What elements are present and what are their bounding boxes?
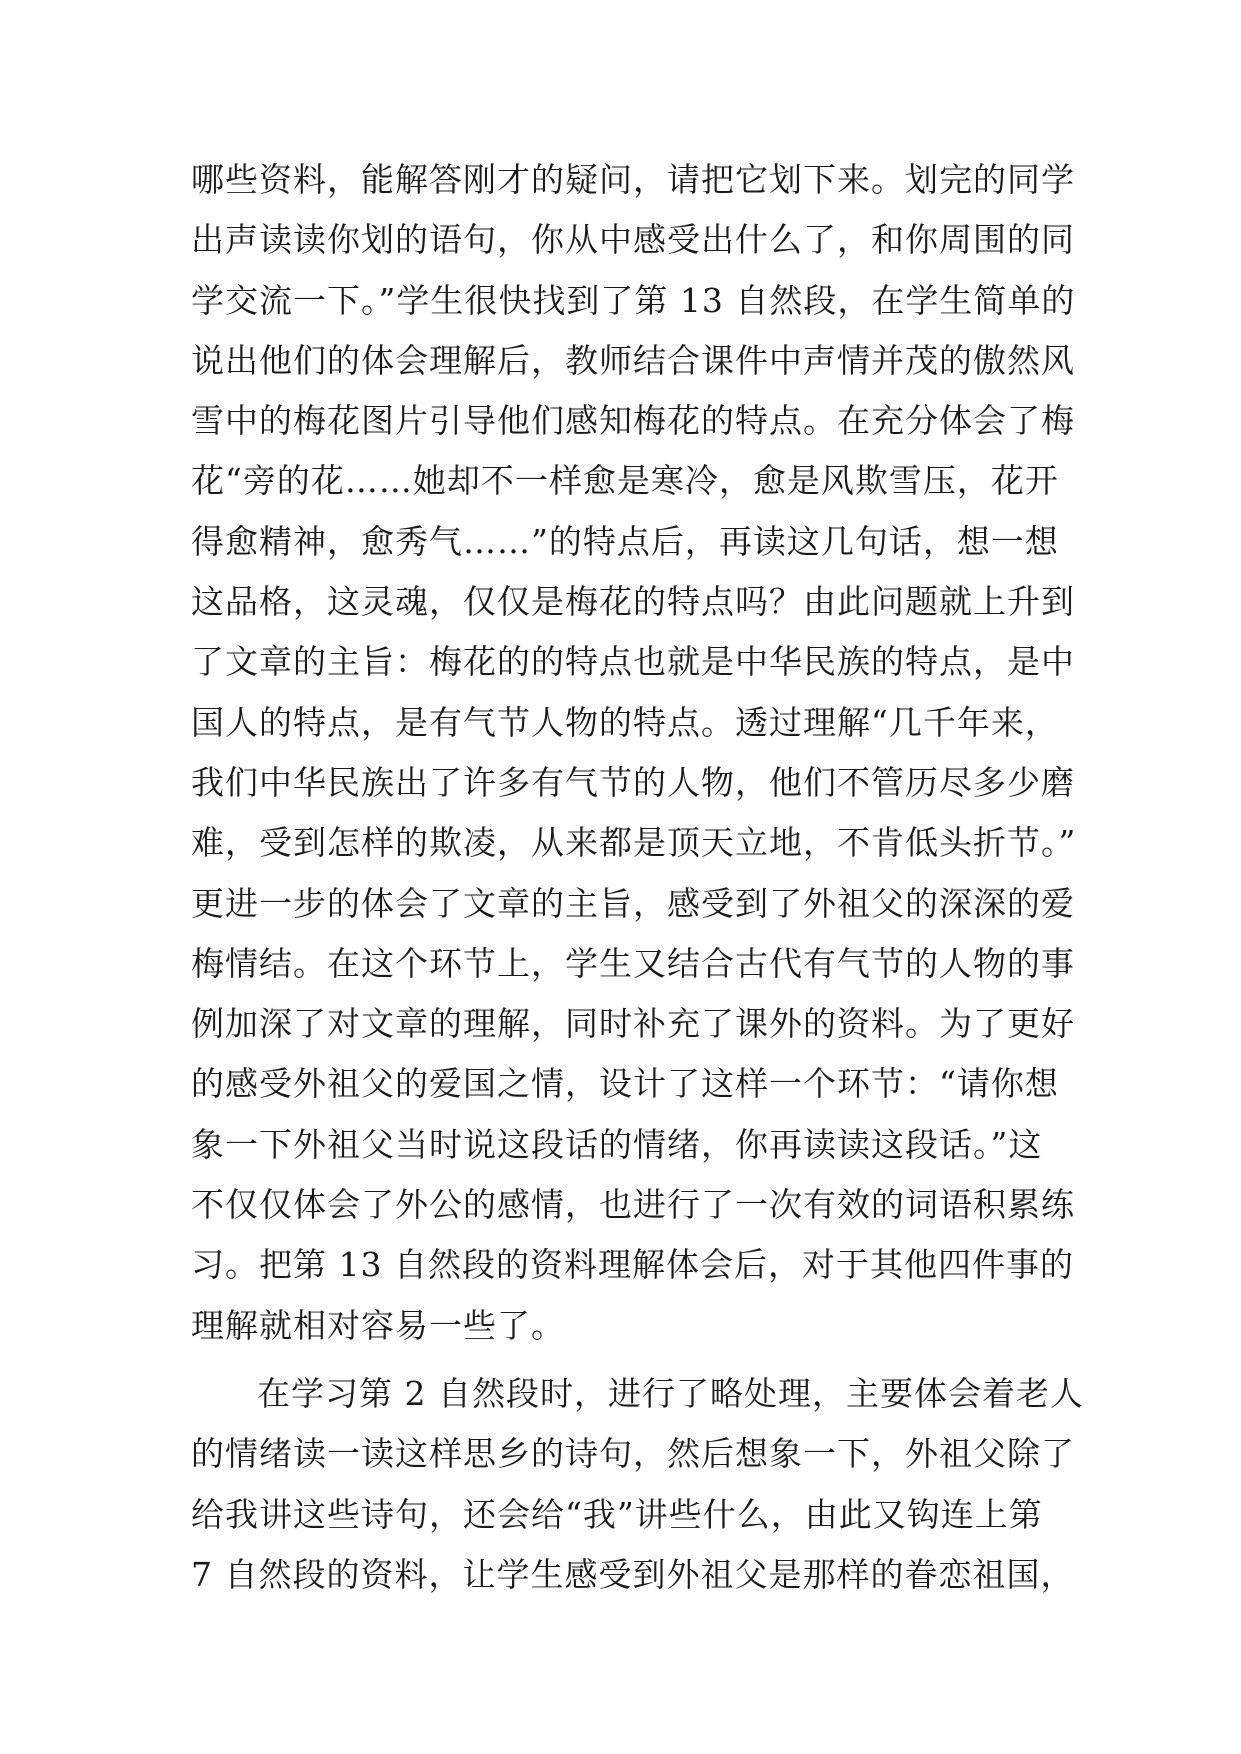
text-line: 这品格，这灵魂，仅仅是梅花的特点吗？由此问题就上升到 [191, 582, 1075, 622]
body-text [191, 150, 1084, 1605]
text-line: 难，受到怎样的欺凌，从来都是顶天立地，不肯低头折节。” [191, 823, 1077, 863]
text-line: 我们中华民族出了许多有气节的人物，他们不管历尽多少磨 [191, 762, 1075, 802]
text-line: 的感受外祖父的爱国之情，设计了这样一个环节：“请你想 [191, 1064, 1059, 1104]
text-line: 说出他们的体会理解后，教师结合课件中声情并茂的傲然风 [191, 340, 1075, 380]
text-line: 习。把第 13 自然段的资料理解体会后，对于其他四件事的 [191, 1245, 1074, 1285]
text-line: 更进一步的体会了文章的主旨，感受到了外祖父的深深的爱 [191, 883, 1075, 923]
text-line: 花“旁的花……她却不一样愈是寒冷，愈是风欺雪压，花开 [191, 461, 1059, 501]
text-line: 了文章的主旨：梅花的的特点也就是中华民族的特点，是中 [191, 642, 1075, 682]
text-line: 得愈精神，愈秀气……”的特点后，再读这几句话，想一想 [191, 521, 1059, 561]
text-line: 哪些资料，能解答刚才的疑问，请把它划下来。划完的同学 [191, 160, 1075, 199]
text-line: 出声读读你划的语句，你从中感受出什么了，和你周围的同 [191, 220, 1075, 260]
text-line: 的情绪读一读这样思乡的诗句，然后想象一下，外祖父除了 [191, 1434, 1075, 1474]
text-line: 雪中的梅花图片引导他们感知梅花的特点。在充分体会了梅 [191, 401, 1075, 441]
text-line: 例加深了对文章的理解，同时补充了课外的资料。为了更好 [191, 1004, 1075, 1044]
text-line: 国人的特点，是有气节人物的特点。透过理解“几千年来， [191, 702, 1059, 742]
text-line: 象一下外祖父当时说这段话的情绪，你再读读这段话。”这 [191, 1124, 1043, 1164]
paragraph-first-line: 在学习第 2 自然段时，进行了略处理，主要体会着老人 [257, 1373, 1084, 1413]
text-line: 理解就相对容易一些了。 [191, 1305, 565, 1345]
text-line: 不仅仅体会了外公的感情，也进行了一次有效的词语积累练 [191, 1185, 1075, 1225]
text-line: 梅情结。在这个环节上，学生又结合古代有气节的人物的事 [191, 943, 1075, 983]
text-line: 学交流一下。”学生很快找到了第 13 自然段，在学生简单的 [191, 280, 1076, 320]
text-line: 给我讲这些诗句，还会给“我”讲些什么，由此又钩连上第 [191, 1494, 1043, 1534]
text-line: 7 自然段的资料，让学生感受到外祖父是那样的眷恋祖国， [191, 1554, 1075, 1594]
